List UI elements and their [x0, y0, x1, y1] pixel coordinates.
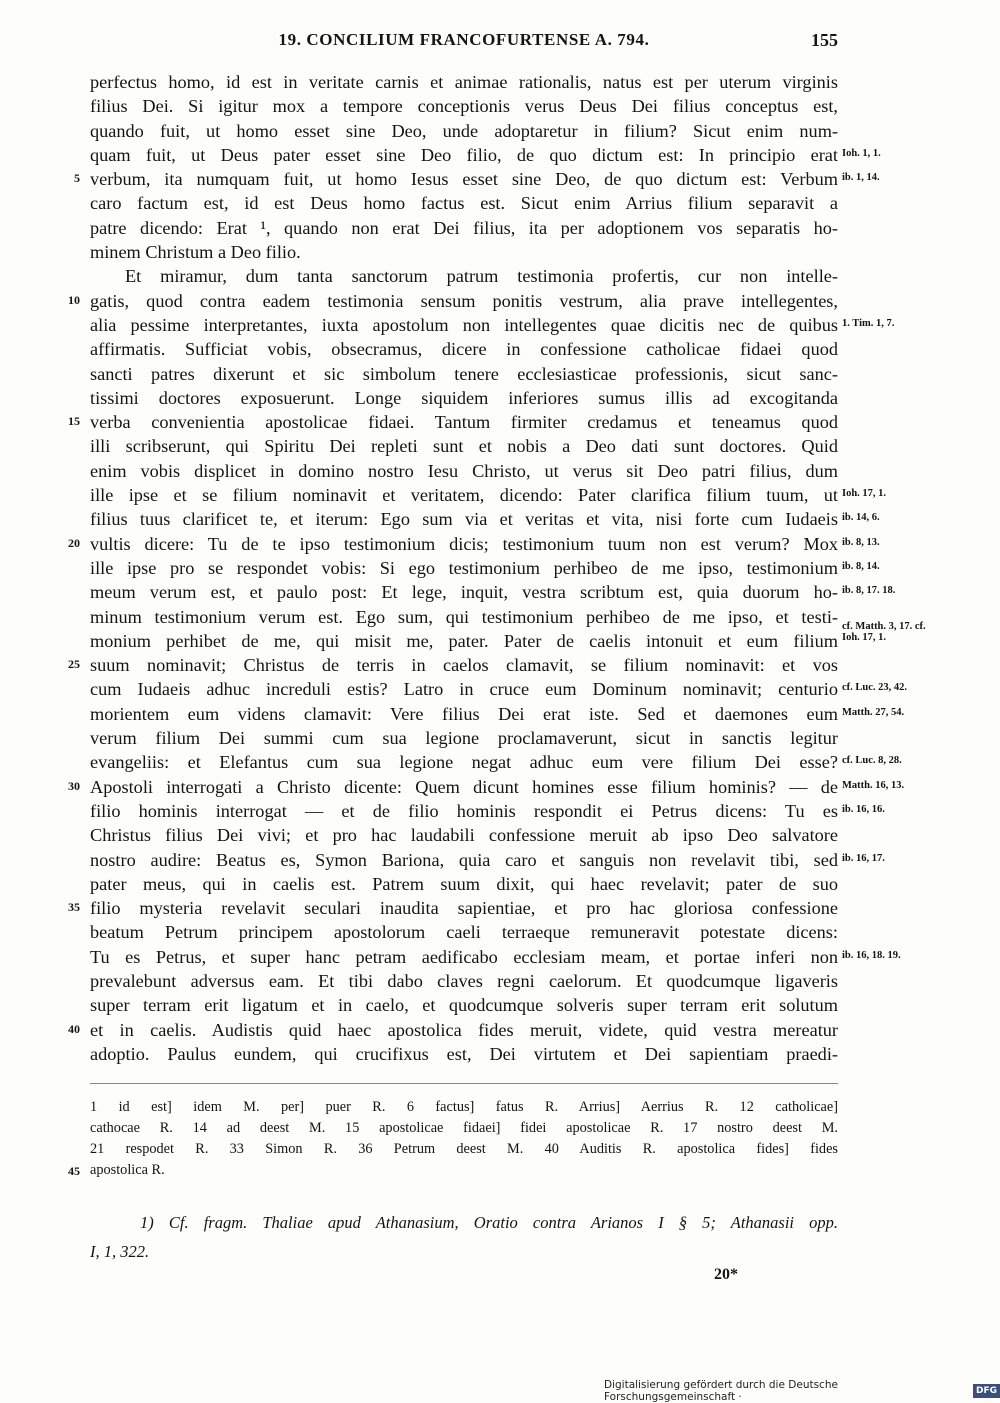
footnote-text: I, 1, 322.: [90, 1242, 150, 1261]
text-line: [0, 896, 1000, 920]
margin-reference: ib. 8, 14.: [842, 560, 880, 572]
line-text: meum verum est, et paulo post: Et lege, inquit, vestra scribtum est, quia duorum ho-: [90, 582, 838, 603]
apparatus-line: [0, 1160, 1000, 1181]
margin-reference: Ioh. 17, 1.: [842, 488, 887, 500]
line-number: 40: [68, 1021, 80, 1036]
text-line: [0, 410, 1000, 434]
text-line: [0, 1042, 1000, 1066]
margin-reference: ib. 16, 18. 19.: [842, 949, 901, 961]
text-line: [0, 386, 1000, 410]
margin-reference: cf. Luc. 8, 28.: [842, 755, 902, 767]
text-line: [0, 191, 1000, 215]
text-line: [0, 799, 1000, 823]
text-line: [0, 289, 1000, 313]
text-line: [0, 750, 1000, 774]
text-line: [0, 119, 1000, 143]
text-line: [0, 620, 1000, 653]
line-text: filius tuus clarificet te, et iterum: Ego sum via et veritas et vita, nisi forte cum Iudaeis: [90, 509, 838, 530]
line-text: prevalebunt adversus eam. Et tibi dabo claves regni caelorum. Et quodcumque ligaveris: [90, 970, 838, 991]
line-text: tissimi doctores exposuerunt. Longe siquidem inferiores sumus illis ad excogitanda: [90, 387, 838, 408]
line-text: filius Dei. Si igitur mox a tempore conceptionis verus Deus Dei filius conceptus est,: [90, 96, 838, 117]
line-text: minem Christum a Deo filio.: [90, 242, 301, 263]
margin-reference: Matth. 27, 54.: [842, 706, 905, 718]
line-text: enim vobis displicet in domino nostro Iesu Christo, ut verus sit Deo patri filius, dum: [90, 460, 838, 481]
line-number: 25: [68, 657, 80, 672]
text-line: [0, 1018, 1000, 1042]
dfg-footer: [604, 1379, 1000, 1403]
critical-apparatus: [0, 1097, 1000, 1181]
line-text: nostro audire: Beatus es, Symon Bariona, quia caro et sanguis non revelavit tibi, sed: [90, 849, 838, 870]
line-text: adoptio. Paulus eundem, qui crucifixus est, Dei virtutem et Dei sapientiam praedi-: [90, 1043, 838, 1064]
text-line: [0, 556, 1000, 580]
line-text: monium perhibet de me, qui misit me, pater. Pater de caelis intonuit et eum filium: [90, 630, 838, 651]
text-line: [0, 264, 1000, 288]
text-line: [0, 70, 1000, 94]
line-text: ille ipse et se filium nominavit et veritatem, dicendo: Pater clarifica filium tuum, ut: [90, 485, 838, 506]
line-text: quando fuit, ut homo esset sine Deo, unde adoptaretur in filium? Sicut enim num-: [90, 120, 838, 141]
text-line: [0, 702, 1000, 726]
margin-reference: cf. Matth. 3, 17. cf. Ioh. 17, 1.: [842, 620, 926, 643]
margin-reference: Matth. 16, 13.: [842, 779, 905, 791]
line-text: et in caelis. Audistis quid haec apostolica fides meruit, videte, quid vestra mereatur: [90, 1019, 838, 1040]
line-text: Apostoli interrogati a Christo dicente: Quem dicunt homines esse filium hominis? — de: [90, 776, 838, 797]
text-line: [0, 872, 1000, 896]
funding-text: Digitalisierung gefördert durch die Deutsche Forschungsgemeinschaft ·: [604, 1379, 838, 1403]
margin-reference: 1. Tim. 1, 7.: [842, 317, 895, 329]
text-line: [0, 775, 1000, 799]
main-text: [0, 70, 1000, 1066]
line-text: quam fuit, ut Deus pater esset sine Deo filio, de quo dictum est: In principio erat: [90, 144, 838, 165]
footnote-line: [0, 1239, 1000, 1268]
page-number: 155: [811, 30, 838, 50]
text-line: [0, 313, 1000, 337]
line-text: gatis, quod contra eadem testimonia sensum ponitis vestrum, alia prave intellegentes,: [90, 290, 838, 311]
line-text: suum nominavit; Christus de terris in caelos clamavit, se filium nominavit: et vos: [90, 655, 838, 676]
line-text: vultis dicere: Tu de te ipso testimonium dicis; testimonium tuum non est verum? Mox: [90, 533, 838, 554]
line-number: 45: [68, 1164, 80, 1178]
text-line: [0, 653, 1000, 677]
footnote-line: [0, 1210, 1000, 1239]
text-line: [0, 677, 1000, 701]
text-line: [0, 823, 1000, 847]
page-header: [90, 30, 838, 56]
line-text: evangeliis: et Elefantus cum sua legione negat adhuc eum vere filium Dei esse?: [90, 752, 838, 773]
line-number: 10: [68, 292, 80, 307]
apparatus-text: cathocae R. 14 ad deest M. 15 apostolicae fidaei] fidei apostolicae R. 17 nostro deest M.: [90, 1120, 838, 1136]
margin-reference: ib. 8, 13.: [842, 536, 880, 548]
line-text: Et miramur, dum tanta sanctorum patrum testimonia profertis, cur non intelle-: [125, 266, 838, 287]
margin-reference: ib. 16, 16.: [842, 803, 885, 815]
line-text: filio hominis interrogat — et de filio hominis respondit ei Petrus dicens: Tu es: [90, 800, 838, 821]
line-text: Tu es Petrus, et super hanc petram aedificabo ecclesiam meam, et portae inferi non: [90, 946, 838, 967]
line-number: 5: [74, 171, 80, 186]
footnote-text: 1) Cf. fragm. Thaliae apud Athanasium, Oratio contra Arianos I § 5; Athanasii opp.: [140, 1213, 838, 1232]
text-line: [0, 993, 1000, 1017]
line-text: sancti patres dixerunt et sic simbolum tenere ecclesiasticae professionis, sicut sanc-: [90, 363, 838, 384]
line-text: illi scribserunt, qui Spiritu Dei repleti sunt et nobis a Deo dati sunt doctores. Quid: [90, 436, 838, 457]
line-text: perfectus homo, id est in veritate carnis et animae rationalis, natus est per uterum virginis: [90, 72, 838, 92]
text-line: [0, 580, 1000, 604]
line-text: patre dicendo: Erat ¹, quando non erat Dei filius, ita per adoptionem vos separatis ho-: [90, 217, 838, 238]
line-number: 20: [68, 535, 80, 550]
text-line: [0, 532, 1000, 556]
line-text: cum Iudaeis adhuc increduli estis? Latro in cruce eum Dominum nominavit; centurio: [90, 679, 838, 700]
line-text: filio mysteria revelavit seculari inaudita sapientiae, et pro hac gloriosa confessione: [90, 898, 838, 919]
footnote: [0, 1210, 1000, 1268]
margin-reference: Ioh. 1, 1.: [842, 147, 881, 159]
line-number: 35: [68, 900, 80, 915]
running-title: 19. CONCILIUM FRANCOFURTENSE A. 794.: [278, 30, 650, 49]
sheet-signature: 20*: [714, 1266, 738, 1283]
line-text: minum testimonium verum est. Ego sum, qui testimonium perhibeo de me ipso, et testi-: [90, 606, 838, 627]
apparatus-line: [0, 1139, 1000, 1160]
text-line: [0, 94, 1000, 118]
margin-reference: ib. 14, 6.: [842, 512, 880, 524]
text-line: [0, 920, 1000, 944]
line-text: verbum, ita numquam fuit, ut homo Iesus esset sine Deo, de quo dictum est: Verbum: [90, 169, 838, 190]
margin-reference: cf. Luc. 23, 42.: [842, 682, 908, 694]
apparatus-text: 1 id est] idem M. per] puer R. 6 factus] fatus R. Arrius] Aerrius R. 12 catholicae]: [90, 1099, 838, 1115]
line-text: affirmatis. Sufficiat vobis, obsecramus, dicere in confessione catholicae fidaei quod: [90, 339, 838, 360]
text-line: [0, 143, 1000, 167]
apparatus-divider: [90, 1083, 838, 1084]
text-line: [0, 459, 1000, 483]
apparatus-line: [0, 1097, 1000, 1118]
text-line: [0, 483, 1000, 507]
line-text: alia pessime interpretantes, iuxta apostolum non intellegentes quae dicitis nec de quibus: [90, 314, 838, 335]
line-text: morientem eum videns clamavit: Vere filius Dei erat iste. Sed et daemones eum: [90, 703, 838, 724]
line-text: verba convenientia apostolicae fidaei. Tantum firmiter credamus et teneamus quod: [90, 412, 838, 433]
text-line: [0, 969, 1000, 993]
line-text: beatum Petrum principem apostolorum caeli terraeque remuneravit potestate dicens:: [90, 922, 838, 943]
text-line: [0, 167, 1000, 191]
line-text: pater meus, qui in caelis est. Patrem suum dixit, qui haec revelavit; pater de suo: [90, 873, 838, 894]
line-number: 30: [68, 778, 80, 793]
line-text: caro factum est, id est Deus homo factus est. Sicut enim Arrius filium separavit a: [90, 193, 838, 214]
dfg-logo: DFG: [973, 1384, 1000, 1398]
text-line: [0, 726, 1000, 750]
text-line: [0, 216, 1000, 240]
text-line: [0, 240, 1000, 264]
line-text: Christus filius Dei vivi; et pro hac laudabili confessione meruit ab ipso Deo salvatore: [90, 825, 838, 846]
apparatus-text: apostolica R.: [90, 1162, 165, 1178]
apparatus-line: [0, 1118, 1000, 1139]
text-line: [0, 362, 1000, 386]
line-number: 15: [68, 414, 80, 429]
line-text: super terram erit ligatum et in caelo, et quodcumque solveris super terram erit solutum: [90, 995, 838, 1016]
margin-reference: ib. 1, 14.: [842, 172, 880, 184]
apparatus-text: 21 respodet R. 33 Simon R. 36 Petrum deest M. 40 Auditis R. apostolica fides] fides: [90, 1141, 838, 1157]
margin-reference: ib. 16, 17.: [842, 852, 885, 864]
line-text: ille ipse pro se respondet vobis: Si ego testimonium perhibeo de me ipso, testimonium: [90, 557, 838, 578]
margin-reference: ib. 8, 17. 18.: [842, 585, 896, 597]
text-line: [0, 848, 1000, 872]
text-line: [0, 337, 1000, 361]
text-line: [0, 434, 1000, 458]
line-text: verum filium Dei summi cum sua legione proclamaverunt, sicut in sanctis legitur: [90, 728, 838, 749]
text-line: [0, 945, 1000, 969]
text-line: [0, 507, 1000, 531]
